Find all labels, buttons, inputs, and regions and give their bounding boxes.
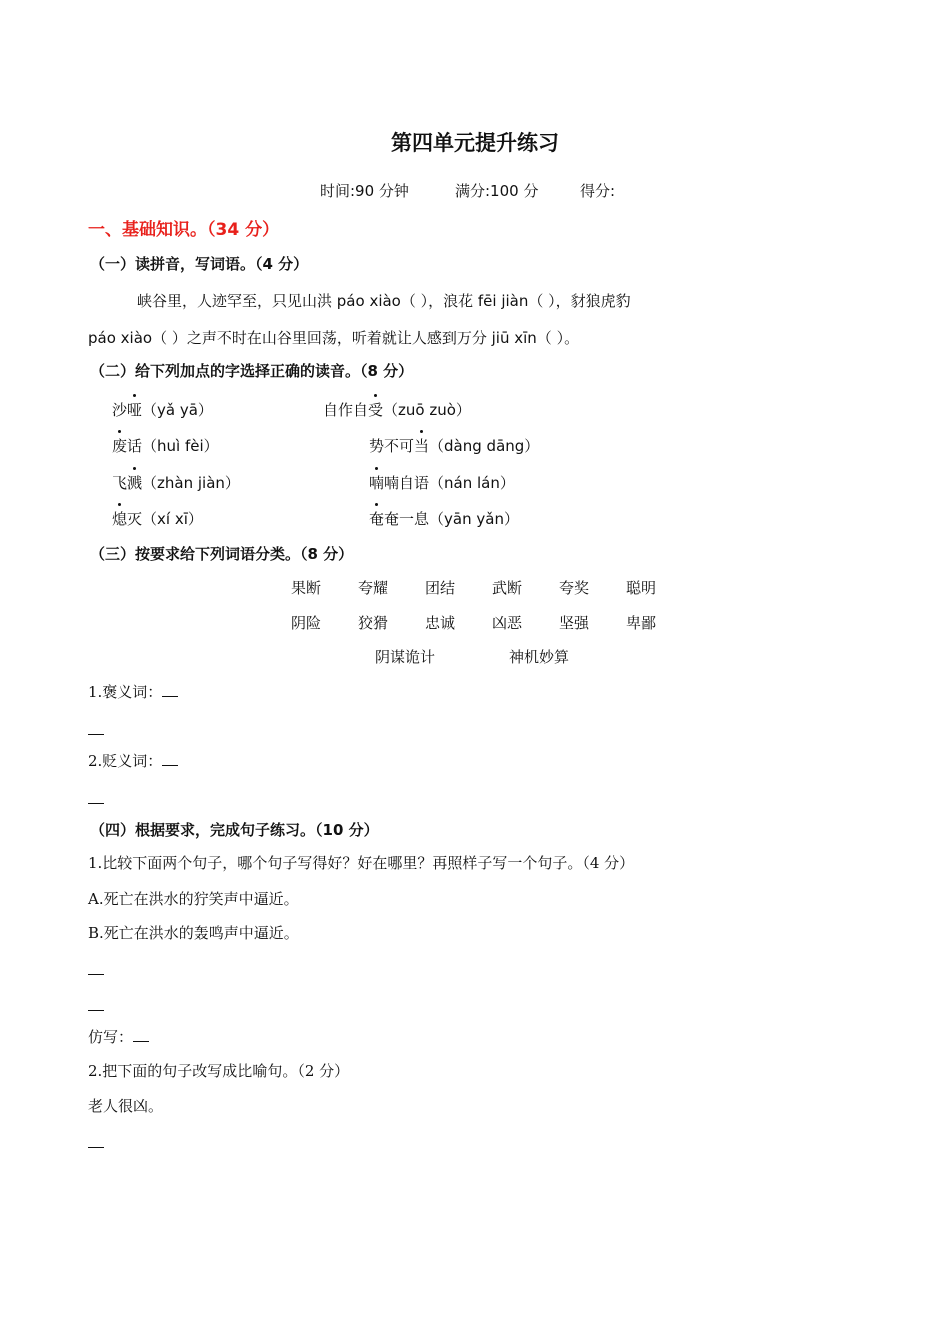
pronunciation-item: 废话（huì fèi） (112, 437, 219, 455)
part1-line2 (88, 327, 579, 348)
word: 夸耀 (358, 579, 389, 597)
score-label: 得分: (580, 182, 616, 200)
word: 阴险 (291, 614, 322, 632)
imitate-line: 仿写： (88, 1026, 149, 1047)
part4-heading: （四）根据要求，完成句子练习。（10 分） (90, 821, 379, 839)
page-title: 第四单元提升练习 (391, 131, 559, 155)
pronunciation-item: 喃喃自语（nán lán） (369, 474, 515, 492)
pronunciation-item: 自作自受（zuō zuò） (323, 401, 471, 419)
word: 武断 (492, 579, 523, 597)
pinyin: páo xiào (88, 329, 153, 347)
pronunciation-item: 沙哑（yǎ yā） (112, 401, 213, 419)
word: 卑鄙 (626, 614, 657, 632)
dotted-char: 喃 (369, 474, 385, 492)
dotted-char: 溅 (127, 474, 143, 492)
answer-blank[interactable] (133, 1027, 149, 1042)
pronunciation-item: 奄奄一息（yān yǎn） (369, 510, 519, 528)
pinyin: jiū xīn (491, 329, 537, 347)
text-segment: （ ）之声不时在山谷里回荡，听着就让人感到万分 (152, 329, 492, 347)
word: 神机妙算 (509, 648, 570, 666)
part2-heading: （二）给下列加点的字选择正确的读音。（8 分） (90, 362, 414, 380)
dotted-char: 哑 (127, 401, 143, 419)
dotted-char: 受 (368, 401, 384, 419)
answer-blank[interactable] (88, 733, 104, 735)
pronunciation-item: 熄灭（xí xī） (112, 510, 203, 528)
pronunciation-item: 势不可当（dàng dāng） (369, 437, 540, 455)
question-commendatory: 1.褒义词： (88, 681, 178, 702)
part3-heading: （三）按要求给下列词语分类。（8 分） (90, 545, 354, 563)
sentence-old-man: 老人很凶。 (88, 1097, 164, 1115)
dotted-char: 当 (414, 437, 430, 455)
word: 果断 (291, 579, 322, 597)
word: 坚强 (559, 614, 590, 632)
section-basic-knowledge: 一、基础知识。（34 分） (88, 220, 280, 240)
word: 狡猾 (358, 614, 389, 632)
time-limit: 时间:90 分钟 (320, 182, 409, 200)
text-segment: （ ），浪花 (400, 292, 478, 310)
word: 夸奖 (559, 579, 590, 597)
question-derogatory: 2.贬义词： (88, 750, 178, 771)
text-segment: 峡谷里，人迹罕至，只见山洪 (137, 292, 337, 310)
pinyin: fēi jiàn (477, 292, 529, 310)
answer-blank[interactable] (88, 973, 104, 975)
text-segment: （ ）。 (536, 329, 580, 347)
sentence-b: B.死亡在洪水的轰鸣声中逼近。 (88, 924, 299, 942)
answer-blank[interactable] (88, 1009, 104, 1011)
pronunciation-item: 飞溅（zhàn jiàn） (112, 474, 240, 492)
dotted-char: 废 (112, 437, 128, 455)
dotted-char: 奄 (369, 510, 385, 528)
word: 阴谋诡计 (375, 648, 436, 666)
part1-line1 (137, 290, 631, 311)
text-segment: （ ），豺狼虎豹 (528, 292, 631, 310)
answer-blank[interactable] (88, 1146, 104, 1148)
word: 聪明 (626, 579, 657, 597)
answer-blank[interactable] (88, 802, 104, 804)
answer-blank[interactable] (162, 751, 178, 766)
pinyin: páo xiào (336, 292, 401, 310)
dotted-char: 熄 (112, 510, 128, 528)
word: 凶恶 (492, 614, 523, 632)
question-compare: 1.比较下面两个句子，哪个句子写得好？好在哪里？再照样子写一个句子。（4 分） (88, 854, 635, 872)
part1-heading: （一）读拼音，写词语。（4 分） (90, 255, 309, 273)
sentence-a: A.死亡在洪水的狞笑声中逼近。 (88, 890, 299, 908)
answer-blank[interactable] (162, 682, 178, 697)
word: 忠诚 (425, 614, 456, 632)
word: 团结 (425, 579, 456, 597)
question-metaphor: 2.把下面的句子改写成比喻句。（2 分） (88, 1062, 350, 1080)
full-score: 满分:100 分 (455, 182, 539, 200)
